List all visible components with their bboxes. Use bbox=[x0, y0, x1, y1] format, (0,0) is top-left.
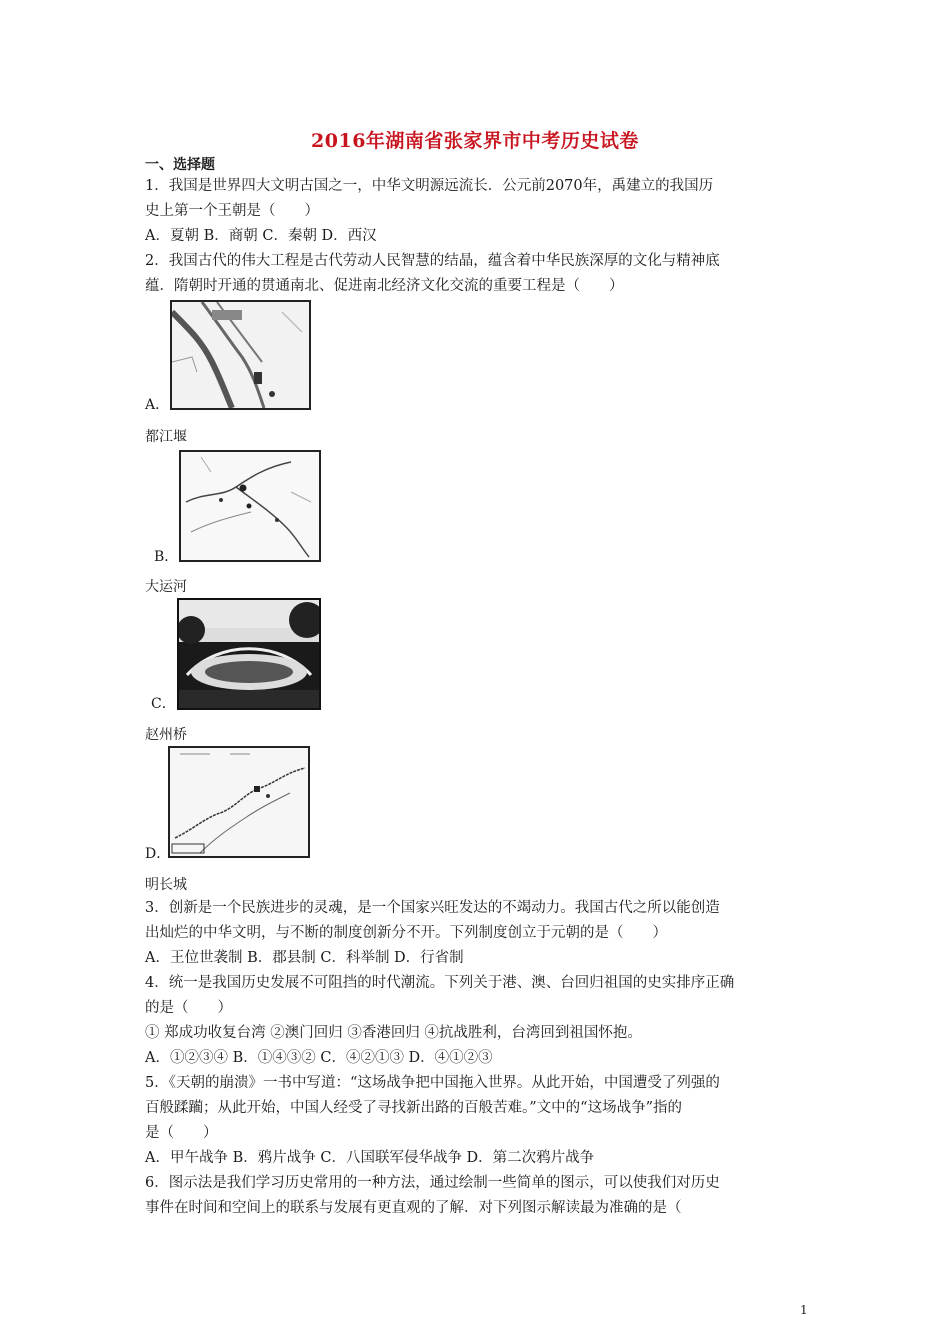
q2-stem-line2: 蕴．隋朝时开通的贯通南北、促进南北经济文化交流的重要工程是（ ） bbox=[145, 278, 624, 294]
dujiangyan-map-image bbox=[170, 300, 311, 410]
q5-stem-line2: 百般蹂躏；从此开始，中国人经受了寻找新出路的百般苦难。”文中的“这场战争”指的 bbox=[145, 1100, 682, 1116]
q1-options: A．夏朝 B．商朝 C．秦朝 D．西汉 bbox=[145, 228, 377, 244]
q3-stem-line1: 3．创新是一个民族进步的灵魂，是一个国家兴旺发达的不竭动力。我国古代之所以能创造 bbox=[145, 900, 720, 916]
grand-canal-map-image bbox=[179, 450, 321, 562]
q1-stem-line1: 1．我国是世界四大文明古国之一，中华文明源远流长．公元前2070年，禹建立的我国历 bbox=[145, 178, 714, 194]
q2-option-b-caption: 大运河 bbox=[145, 579, 187, 595]
ming-great-wall-map-image bbox=[168, 746, 310, 858]
q6-stem-line1: 6．图示法是我们学习历史常用的一种方法，通过绘制一些简单的图示，可以使我们对历史 bbox=[145, 1175, 720, 1191]
q2-option-d-caption: 明长城 bbox=[145, 877, 187, 893]
q2-option-d-letter: D． bbox=[145, 846, 171, 862]
q2-option-c-caption: 赵州桥 bbox=[145, 727, 187, 743]
q5-stem-line3: 是（ ） bbox=[145, 1125, 218, 1141]
q5-options: A．甲午战争 B．鸦片战争 C．八国联军侵华战争 D．第二次鸦片战争 bbox=[145, 1150, 595, 1166]
q5-stem-line1: 5．《天朝的崩溃》一书中写道：“这场战争把中国拖入世界。从此开始，中国遭受了列强的 bbox=[145, 1075, 720, 1091]
q2-option-a-caption: 都江堰 bbox=[145, 429, 187, 445]
zhaozhou-bridge-photo bbox=[177, 598, 321, 710]
q4-stem-line1: 4．统一是我国历史发展不可阻挡的时代潮流。下列关于港、澳、台回归祖国的史实排序正确 bbox=[145, 975, 735, 991]
q4-stem-line2: 的是（ ） bbox=[145, 1000, 232, 1016]
q3-options: A．王位世袭制 B．郡县制 C．科举制 D．行省制 bbox=[145, 950, 464, 966]
section-heading: 一、选择题 bbox=[145, 157, 215, 173]
q6-stem-line2: 事件在时间和空间上的联系与发展有更直观的了解．对下列图示解读最为准确的是（ bbox=[145, 1200, 682, 1216]
q2-option-c-letter: C． bbox=[151, 696, 176, 712]
q3-stem-line2: 出灿烂的中华文明，与不断的制度创新分不开。下列制度创立于元朝的是（ ） bbox=[145, 925, 667, 941]
page-title: 2016年湖南省张家界市中考历史试卷 bbox=[311, 130, 639, 152]
q2-option-b-letter: B． bbox=[154, 549, 179, 565]
q2-option-a-letter: A． bbox=[145, 397, 170, 413]
q4-stem-line3: ① 郑成功收复台湾 ②澳门回归 ③香港回归 ④抗战胜利，台湾回到祖国怀抱。 bbox=[145, 1025, 642, 1041]
q1-stem-line2: 史上第一个王朝是（ ） bbox=[145, 203, 319, 219]
q4-options: A．①②③④ B．①④③② C．④②①③ D．④①②③ bbox=[145, 1050, 493, 1066]
page-number: 1 bbox=[800, 1303, 808, 1317]
q2-stem-line1: 2．我国古代的伟大工程是古代劳动人民智慧的结晶，蕴含着中华民族深厚的文化与精神底 bbox=[145, 253, 720, 269]
